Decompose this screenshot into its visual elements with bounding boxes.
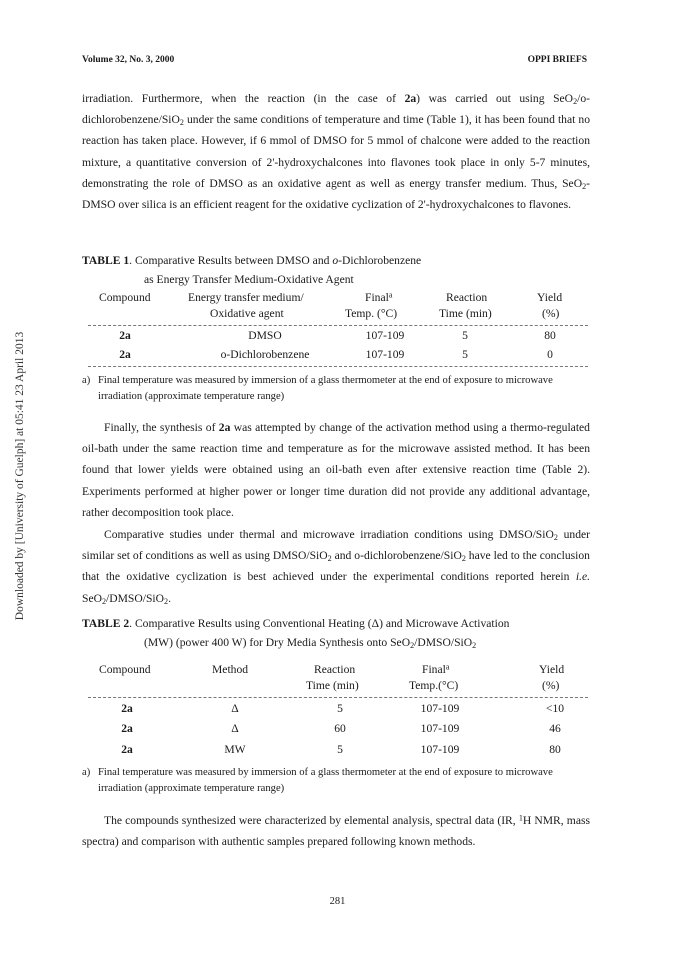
body-paragraph-4: The compounds synthesized were characterized by elemental analysis, spectral data (IR, $^1$H NMR, mass spectra) and comparison with authentic samples prepared following known methods. — [82, 813, 590, 849]
table1-footnote: a) Final temperature was measured by immersion of a glass thermometer at the end of exposure to microwave irradiation (approximate temperature range) — [82, 375, 553, 402]
table2-header-compound: Compound — [99, 663, 151, 676]
table2-header-method: Method — [212, 663, 249, 676]
table2-header-final: Final$^a$ — [422, 662, 450, 676]
page-number: 281 — [329, 896, 346, 907]
table1-header-rule — [88, 325, 588, 326]
table1-header-yield-unit: (%) — [542, 307, 560, 320]
body-paragraph-1: irradiation. Furthermore, when the reaction (in the case of 2a) was carried out using SeO$_2$/o-dichlorobenzene/SiO$_2$ under the same conditions of temperature and time (Table 1), it has been found that no reaction has taken place. However, if 6 mmol of DMSO for 5 mmol of chalcone were added to the reaction mixture, a quantitative conversion of 2'-hydroxychalcones into flavones took place in only 5-7 minutes, demonstrating the role of DMSO as an oxidative agent as well as energy transfer medium. Thus, SeO$_2$-DMSO over silica is an efficient reagent for the oxidative cyclization of 2'-hydroxychalcones to flavones. — [82, 92, 591, 212]
table1-header-time: Time (min) — [439, 307, 492, 320]
download-watermark: Downloaded by [University of Guelph] at 05:41 23 April 2013 — [14, 331, 26, 621]
table2-header-rule — [88, 697, 588, 698]
table2-header-yield: Yield — [539, 663, 565, 676]
table1-header-temp: Temp. (°C) — [345, 307, 398, 320]
body-paragraph-3: Comparative studies under thermal and microwave irradiation conditions using DMSO/SiO$_2$ under similar set of conditions as well as using DMSO/SiO$_2$ and o-dichlorobenzene/SiO$_2$ have led to the conclusion that the oxidative cyclization is best achieved under the experimental conditions reported herein i.e. SeO$_2$/DMSO/SiO$_2$. — [82, 528, 590, 606]
table2-footnote: a) Final temperature was measured by immersion of a glass thermometer at the end of exposure to microwave irradiation (approximate temperature range) — [82, 767, 553, 794]
table1-header-reaction: Reaction — [446, 291, 488, 304]
running-header-section: OPPI BRIEFS — [527, 55, 587, 65]
table1-header-yield: Yield — [537, 291, 563, 304]
table2-caption: TABLE 2. Comparative Results using Conventional Heating (Δ) and Microwave Activation (MW) (power 400 W) for Dry Media Synthesis onto SeO$_2$/DMSO/SiO$_2$ — [82, 617, 510, 651]
running-header-volume: Volume 32, No. 3, 2000 — [82, 55, 175, 65]
table2-header-temp: Temp.(°C) — [409, 679, 459, 692]
table1-bottom-rule — [88, 366, 588, 367]
body-paragraph-2: Finally, the synthesis of 2a was attempted by change of the activation method using a thermo-regulated oil-bath under the same reaction time and temperature as for the microwave assisted method. It has been found that lower yields were obtained using an oil-bath even after extensive reaction time (Table 2). Experiments performed at higher power or longer time duration did not provide any additional advantage, rather decomposition took place. — [82, 421, 590, 519]
table2-header-reaction: Reaction — [314, 663, 356, 676]
table1-header-final: Final$^a$ — [365, 290, 393, 304]
table1-caption: TABLE 1. Comparative Results between DMSO and o-Dichlorobenzene as Energy Transfer Medium-Oxidative Agent — [82, 254, 422, 286]
table2-header-time: Time (min) — [306, 679, 359, 692]
table2-header-yield-unit: (%) — [542, 679, 560, 692]
table1-header-medium: Energy transfer medium/ — [188, 291, 304, 304]
table1-header-compound: Compound — [99, 291, 151, 304]
table1-header-medium-line2: Oxidative agent — [210, 307, 284, 320]
